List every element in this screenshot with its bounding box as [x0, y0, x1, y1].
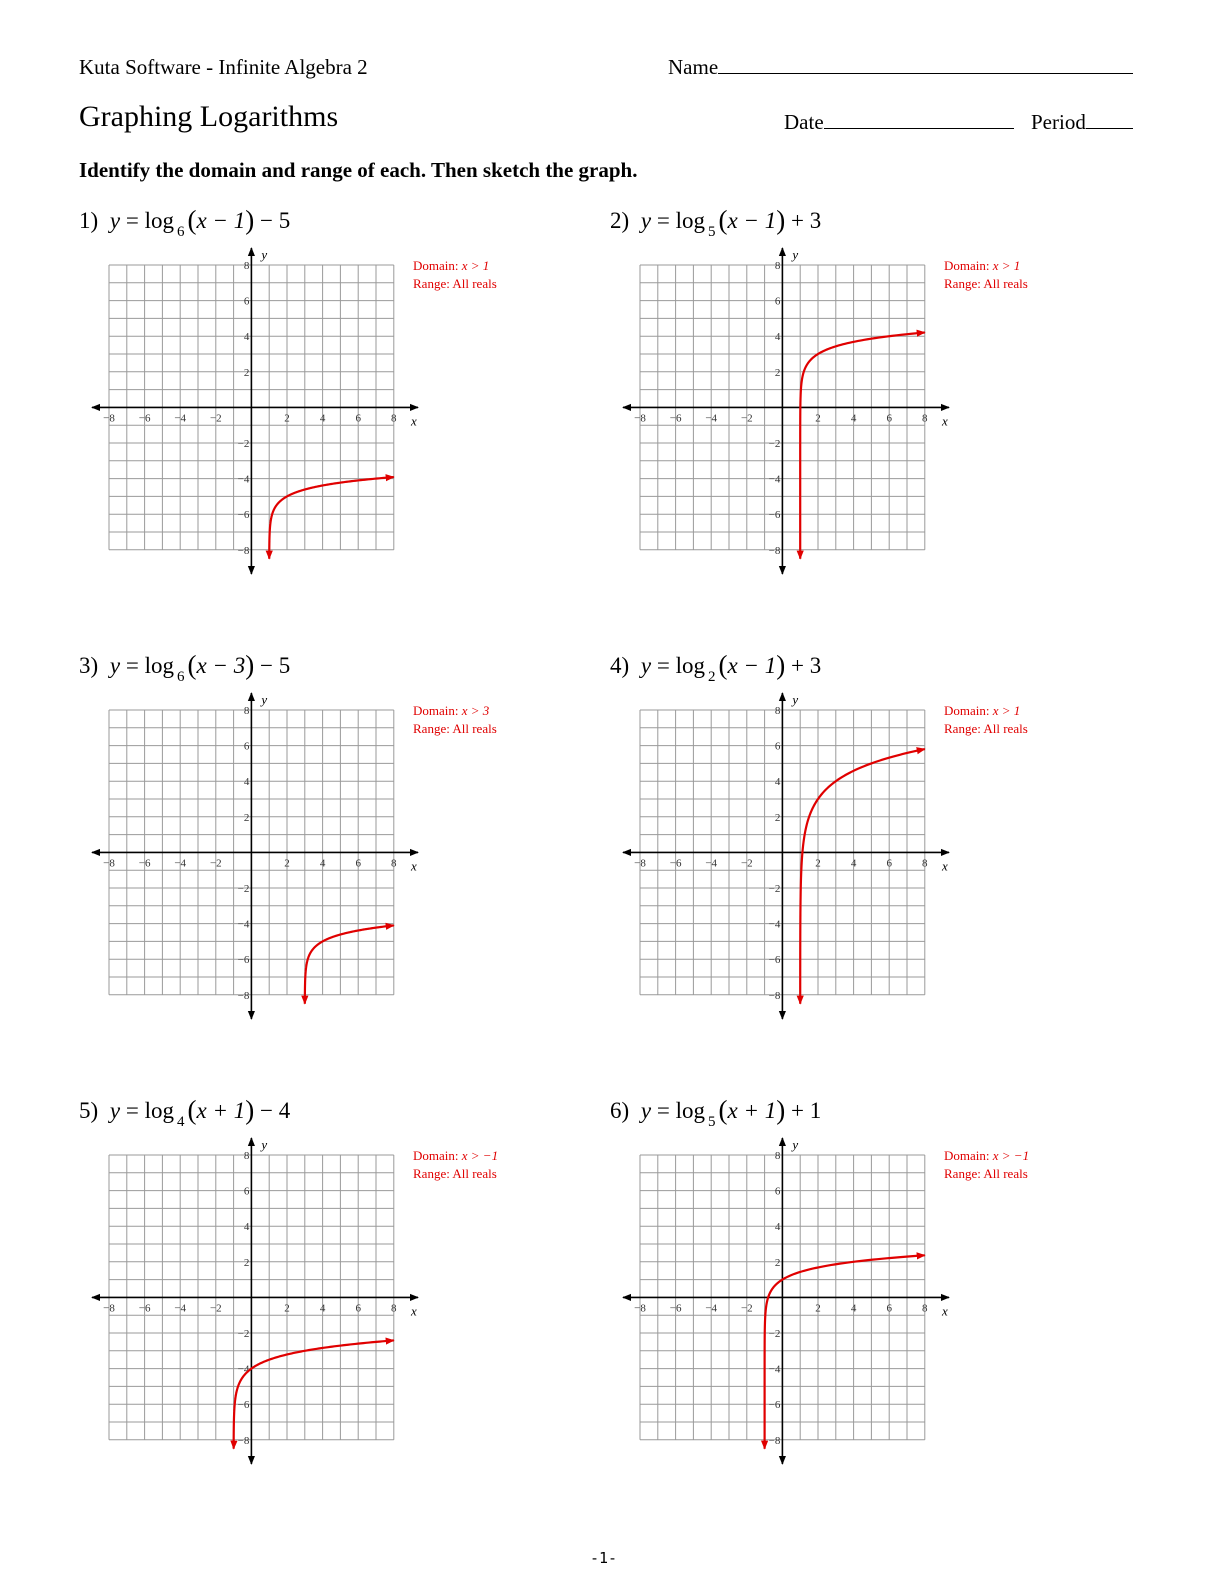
x-tick-label: 2	[284, 1302, 290, 1315]
name-field[interactable]	[668, 55, 1133, 80]
x-tick-label: −8	[103, 412, 115, 425]
log-curve	[269, 477, 394, 559]
problem-number: 6)	[610, 1098, 630, 1123]
log-curve	[234, 1340, 394, 1448]
y-tick-label: 2	[243, 1256, 250, 1269]
domain-answer: x > 3	[461, 703, 490, 718]
answer-box	[413, 257, 497, 293]
vertical-shift: + 3	[791, 653, 822, 678]
log-argument: x − 1	[727, 653, 777, 678]
page-number: -1-	[590, 1549, 618, 1567]
y-tick-label: −4	[768, 473, 781, 486]
date-line	[824, 110, 1014, 129]
x-tick-label: −8	[103, 857, 115, 870]
x-tick-label: 8	[922, 412, 928, 425]
x-tick-label: 8	[391, 1302, 397, 1315]
x-tick-label: −6	[138, 1302, 151, 1315]
vertical-shift: + 3	[791, 208, 822, 233]
coordinate-graph[interactable]	[89, 690, 421, 1022]
coordinate-graph[interactable]	[89, 245, 421, 577]
y-tick-label: 6	[243, 1185, 250, 1198]
y-tick-label: 6	[774, 1185, 781, 1198]
x-tick-label: −8	[634, 857, 646, 870]
y-tick-label: −6	[768, 509, 781, 522]
vertical-shift: − 5	[260, 208, 291, 233]
period-label: Period	[1031, 110, 1086, 134]
y-tick-label: −2	[768, 1328, 781, 1340]
x-tick-label: 8	[391, 857, 397, 870]
y-axis-label: y	[792, 247, 799, 262]
problem-equation: 5) y = log $_4$ (x + 1) − 4	[79, 1095, 291, 1130]
x-tick-label: −2	[740, 1302, 753, 1315]
x-tick-label: −4	[705, 412, 718, 425]
x-tick-label: −2	[209, 857, 222, 870]
y-tick-label: −4	[768, 1363, 781, 1376]
range-answer: Range: All reals	[944, 721, 1028, 736]
log-curve	[305, 925, 394, 1003]
domain-label: Domain:	[944, 703, 990, 718]
y-tick-label: 8	[243, 260, 250, 272]
x-axis-label: x	[942, 413, 948, 429]
log-base: 5	[708, 1114, 716, 1130]
range-answer: Range: All reals	[944, 276, 1028, 291]
answer-box	[413, 1147, 498, 1183]
x-tick-label: 6	[355, 857, 361, 870]
x-tick-label: 2	[815, 1302, 821, 1315]
x-tick-label: 6	[886, 857, 892, 870]
y-tick-label: −6	[768, 1399, 781, 1412]
y-tick-label: 2	[774, 366, 781, 379]
x-tick-label: 4	[319, 412, 326, 425]
coordinate-graph[interactable]	[620, 1135, 952, 1467]
y-tick-label: −4	[237, 918, 250, 931]
x-tick-label: −8	[103, 1302, 115, 1315]
y-tick-label: 4	[243, 776, 250, 789]
x-tick-label: 8	[391, 412, 397, 425]
x-tick-label: 6	[886, 1302, 892, 1315]
x-tick-label: −6	[669, 412, 682, 425]
domain-label: Domain:	[413, 1148, 459, 1163]
x-tick-label: −6	[138, 857, 151, 870]
log-base: 6	[177, 669, 185, 685]
y-tick-label: −2	[768, 883, 781, 895]
period-field[interactable]	[1031, 110, 1133, 135]
x-tick-label: −6	[138, 412, 151, 425]
x-tick-label: 4	[850, 1302, 857, 1315]
x-tick-label: 4	[850, 857, 857, 870]
x-tick-label: −8	[634, 1302, 646, 1315]
problem-number: 4)	[610, 653, 630, 678]
x-tick-label: −4	[705, 1302, 718, 1315]
problem-equation: 3) y = log $_6$ (x − 3) − 5	[79, 650, 291, 685]
problem-2	[610, 205, 1141, 605]
x-tick-label: −4	[174, 857, 187, 870]
problem-equation: 6) y = log $_5$ (x + 1) + 1	[610, 1095, 822, 1130]
y-tick-label: 8	[243, 705, 250, 717]
software-label: Kuta Software - Infinite Algebra 2	[79, 55, 368, 79]
y-tick-label: −6	[237, 954, 250, 967]
y-tick-label: 2	[774, 811, 781, 824]
coordinate-graph[interactable]	[620, 245, 952, 577]
x-tick-label: 8	[922, 1302, 928, 1315]
domain-answer: x > 1	[992, 258, 1021, 273]
x-tick-label: −6	[669, 1302, 682, 1315]
domain-answer: x > 1	[461, 258, 490, 273]
y-tick-label: −8	[768, 544, 781, 557]
name-label: Name	[668, 55, 719, 79]
y-tick-label: −6	[768, 954, 781, 967]
y-tick-label: 4	[774, 776, 781, 789]
log-argument: x + 1	[196, 1098, 246, 1123]
y-tick-label: −8	[237, 544, 250, 557]
x-tick-label: −4	[174, 1302, 187, 1315]
y-tick-label: 8	[774, 1150, 781, 1162]
answer-box	[944, 1147, 1029, 1183]
log-curve	[800, 749, 925, 1004]
domain-answer: x > −1	[992, 1148, 1030, 1163]
domain-answer: x > −1	[461, 1148, 499, 1163]
log-curve	[765, 1255, 925, 1448]
y-tick-label: 6	[774, 295, 781, 308]
x-tick-label: 6	[355, 1302, 361, 1315]
y-tick-label: −2	[237, 1328, 250, 1340]
problem-equation: 4) y = log $_2$ (x − 1) + 3	[610, 650, 822, 685]
problem-1	[79, 205, 610, 605]
x-axis-label: x	[411, 1303, 417, 1319]
log-argument: x − 1	[196, 208, 246, 233]
y-tick-label: 4	[774, 1221, 781, 1234]
x-axis-label: x	[942, 858, 948, 874]
x-tick-label: 6	[886, 412, 892, 425]
instructions: Identify the domain and range of each. Then sketch the graph.	[79, 158, 638, 182]
date-label: Date	[784, 110, 824, 134]
problem-number: 3)	[79, 653, 99, 678]
coordinate-graph[interactable]	[620, 690, 952, 1022]
y-tick-label: −4	[237, 473, 250, 486]
y-tick-label: 6	[243, 295, 250, 308]
x-tick-label: 2	[815, 412, 821, 425]
log-base: 5	[708, 224, 716, 240]
y-axis-label: y	[792, 692, 799, 707]
x-tick-label: 4	[319, 1302, 326, 1315]
y-tick-label: 4	[243, 1221, 250, 1234]
problem-equation: 1) y = log $_6$ (x − 1) − 5	[79, 205, 291, 240]
y-tick-label: −6	[237, 509, 250, 522]
y-tick-label: −4	[237, 1363, 250, 1376]
x-axis-label: x	[411, 858, 417, 874]
y-tick-label: −8	[768, 989, 781, 1002]
y-tick-label: 4	[243, 331, 250, 344]
x-tick-label: −8	[634, 412, 646, 425]
problem-4	[610, 650, 1141, 1050]
x-tick-label: 4	[319, 857, 326, 870]
log-argument: x − 1	[727, 208, 777, 233]
x-axis-label: x	[942, 1303, 948, 1319]
x-tick-label: 6	[355, 412, 361, 425]
log-base: 4	[177, 1114, 185, 1130]
range-answer: Range: All reals	[413, 721, 497, 736]
x-tick-label: 2	[284, 412, 290, 425]
problem-5	[79, 1095, 610, 1495]
y-tick-label: 8	[243, 1150, 250, 1162]
y-tick-label: 6	[243, 740, 250, 753]
problem-number: 5)	[79, 1098, 99, 1123]
vertical-shift: − 4	[260, 1098, 291, 1123]
date-field[interactable]	[784, 110, 1014, 135]
y-tick-label: 8	[774, 705, 781, 717]
y-tick-label: −8	[237, 1434, 250, 1447]
x-axis-label: x	[411, 413, 417, 429]
problem-number: 1)	[79, 208, 99, 233]
y-axis-label: y	[792, 1137, 799, 1152]
domain-label: Domain:	[413, 258, 459, 273]
name-line	[718, 55, 1133, 74]
y-tick-label: −8	[768, 1434, 781, 1447]
x-tick-label: −2	[740, 412, 753, 425]
x-tick-label: −6	[669, 857, 682, 870]
problem-number: 2)	[610, 208, 630, 233]
y-axis-label: y	[261, 247, 268, 262]
x-tick-label: −4	[174, 412, 187, 425]
y-tick-label: 8	[774, 260, 781, 272]
y-tick-label: 2	[774, 1256, 781, 1269]
range-answer: Range: All reals	[413, 1166, 497, 1181]
range-answer: Range: All reals	[944, 1166, 1028, 1181]
x-tick-label: −2	[209, 412, 222, 425]
period-line	[1086, 110, 1133, 129]
vertical-shift: − 5	[260, 653, 291, 678]
domain-label: Domain:	[413, 703, 459, 718]
worksheet-title: Graphing Logarithms	[79, 100, 339, 133]
x-tick-label: 2	[815, 857, 821, 870]
domain-answer: x > 1	[992, 703, 1021, 718]
y-axis-label: y	[261, 1137, 268, 1152]
y-tick-label: 4	[774, 331, 781, 344]
answer-box	[413, 702, 497, 738]
x-tick-label: 4	[850, 412, 857, 425]
y-tick-label: −8	[237, 989, 250, 1002]
y-tick-label: −2	[237, 438, 250, 450]
log-base: 6	[177, 224, 185, 240]
domain-label: Domain:	[944, 258, 990, 273]
problem-6	[610, 1095, 1141, 1495]
y-tick-label: −2	[768, 438, 781, 450]
range-answer: Range: All reals	[413, 276, 497, 291]
log-argument: x + 1	[727, 1098, 777, 1123]
y-tick-label: −6	[237, 1399, 250, 1412]
y-tick-label: −4	[768, 918, 781, 931]
x-tick-label: 2	[284, 857, 290, 870]
y-tick-label: −2	[237, 883, 250, 895]
x-tick-label: −2	[740, 857, 753, 870]
x-tick-label: 8	[922, 857, 928, 870]
y-tick-label: 2	[243, 811, 250, 824]
y-tick-label: 6	[774, 740, 781, 753]
vertical-shift: + 1	[791, 1098, 822, 1123]
log-argument: x − 3	[196, 653, 246, 678]
problem-equation: 2) y = log $_5$ (x − 1) + 3	[610, 205, 822, 240]
answer-box	[944, 257, 1028, 293]
problem-3	[79, 650, 610, 1050]
domain-label: Domain:	[944, 1148, 990, 1163]
y-tick-label: 2	[243, 366, 250, 379]
answer-box	[944, 702, 1028, 738]
log-base: 2	[708, 669, 716, 685]
coordinate-graph[interactable]	[89, 1135, 421, 1467]
y-axis-label: y	[261, 692, 268, 707]
x-tick-label: −4	[705, 857, 718, 870]
log-curve	[800, 332, 925, 558]
x-tick-label: −2	[209, 1302, 222, 1315]
